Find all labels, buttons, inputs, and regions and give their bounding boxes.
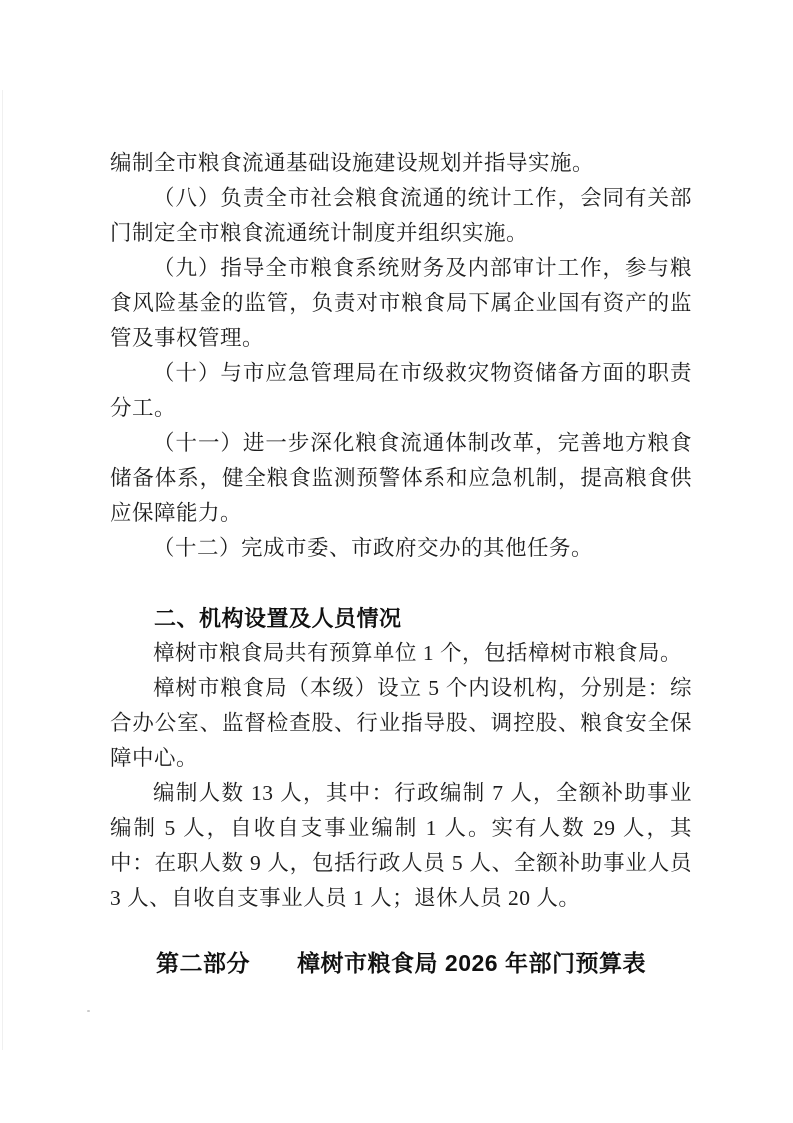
paragraph-staffing: 编制人数 13 人，其中：行政编制 7 人，全额补助事业编制 5 人，自收自支事业编制 1 人。实有人数 29 人，其中：在职人数 9 人，包括行政人员 5 人、全额补助事业人员 3 人、自收自支事业人员 1 人；退休人员 20 人。 xyxy=(110,781,692,910)
paragraph-item-11: （十一）进一步深化粮食流通体制改革，完善地方粮食储备体系，健全粮食监测预警体系和应急机制，提高粮食供应保障能力。 xyxy=(110,431,692,525)
paragraph-item-10: （十）与市应急管理局在市级救灾物资储备方面的职责分工。 xyxy=(110,361,692,420)
paragraph-item-9: （九）指导全市粮食系统财务及内部审计工作，参与粮食风险基金的监管，负责对市粮食局下属企业国有资产的监管及事权管理。 xyxy=(110,256,692,350)
paragraph-item-8: （八）负责全市社会粮食流通的统计工作，会同有关部门制定全市粮食流通统计制度并组织实施。 xyxy=(110,186,692,245)
paragraph-internal-orgs: 樟树市粮食局（本级）设立 5 个内设机构，分别是：综合办公室、监督检查股、行业指导股、调控股、粮食安全保障中心。 xyxy=(110,676,692,770)
paragraph-item-12: （十二）完成市委、市政府交办的其他任务。 xyxy=(153,536,594,560)
section-heading-organization: 二、机构设置及人员情况 xyxy=(154,606,402,631)
scan-edge-artifact xyxy=(2,90,3,1050)
part-two-heading: 第二部分 樟树市粮食局 2026 年部门预算表 xyxy=(156,950,646,976)
paragraph-budget-units: 樟树市粮食局共有预算单位 1 个，包括樟树市粮食局。 xyxy=(153,641,683,665)
document-body xyxy=(110,146,692,981)
scan-speck-artifact xyxy=(87,1010,90,1012)
paragraph-continuation: 编制全市粮食流通基础设施建设规划并指导实施。 xyxy=(110,151,595,175)
